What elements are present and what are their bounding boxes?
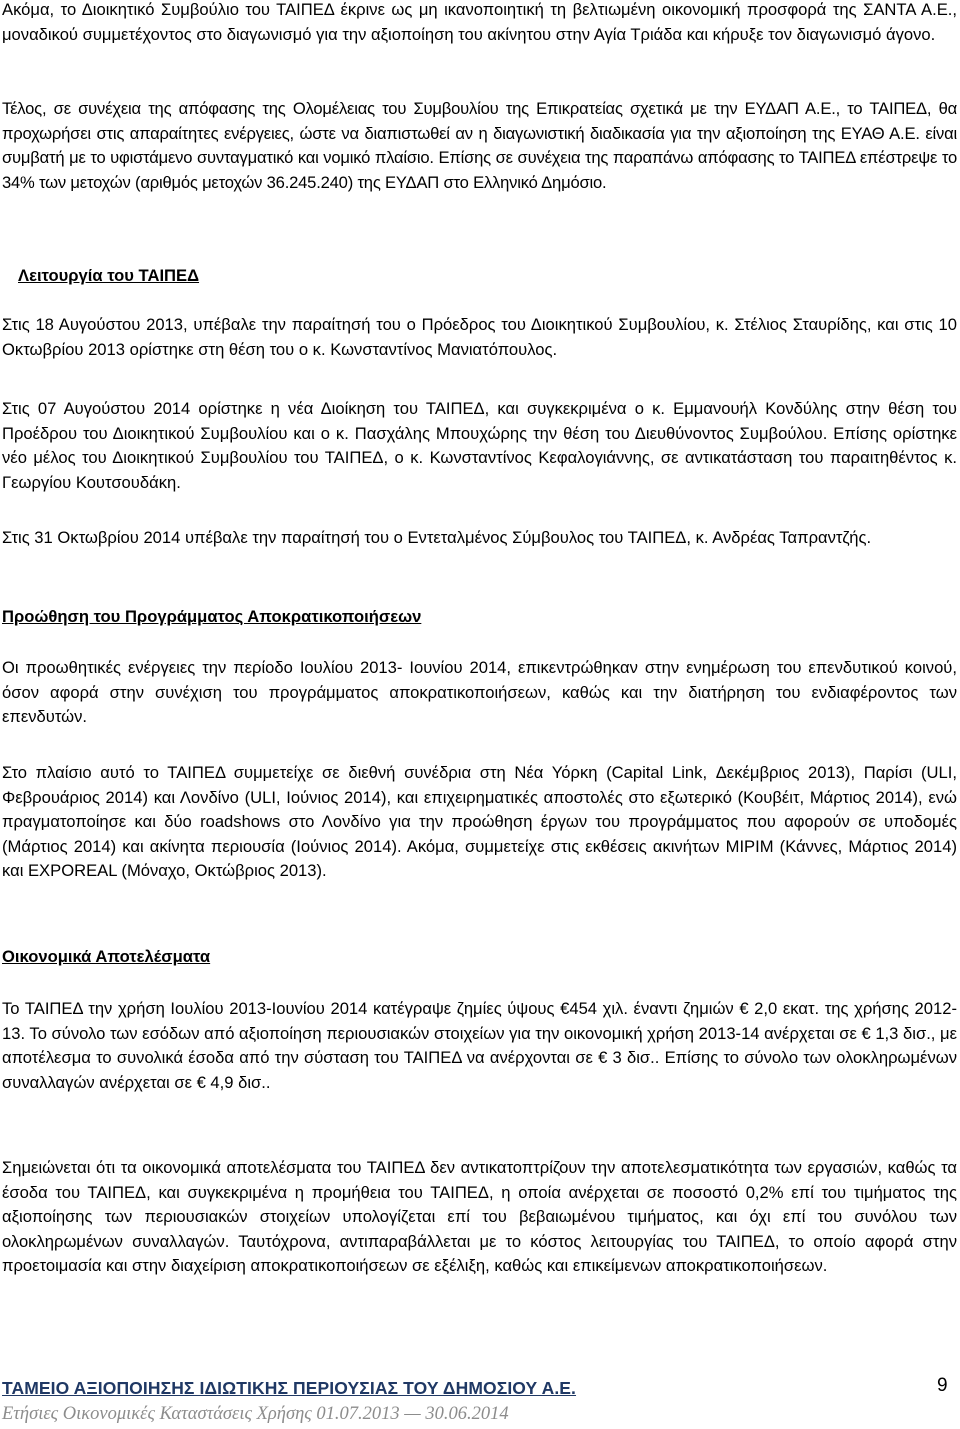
paragraph-resignation-2013: Στις 18 Αυγούστου 2013, υπέβαλε την παραίτησή του ο Πρόεδρος του Διοικητικού Συμβουλίου, κ. Στέλιος Σταυρίδης, και στις 10 Οκτωβρίου 2013 ορίστηκε στη θέση του ο κ. Κωνσταντίνος Μανιατόπουλος.	[2, 315, 957, 359]
paragraph-resignation-2014: Στις 31 Οκτωβρίου 2014 υπέβαλε την παραίτησή του ο Εντεταλμένος Σύμβουλος του ΤΑΙΠΕΔ, κ. Ανδρέας Ταπραντζής.	[2, 528, 872, 547]
heading-results: Οικονομικά Αποτελέσματα	[2, 947, 211, 966]
paragraph-financial-results: Το ΤΑΙΠΕΔ την χρήση Ιουλίου 2013-Ιουνίου 2014 κατέγραψε ζημίες ύψους €454 χιλ. έναντι ζημιών € 2,0 εκατ. της χρήσης 2012-13. Το σύνολο των εσόδων από αξιοποίηση περιουσιακών στοιχείων για την οικονομική χρήση 2013-14 ανέρχεται σε € 1,3 δισ., με αποτέλεσμα το συνολικά έσοδα από την σύσταση του ΤΑΙΠΕΔ να ανέρχονται σε € 3 δισ.. Επίσης το σύνολο των ολοκληρωμένων συναλλαγών ανέρχεται σε € 4,9 δισ..	[2, 999, 957, 1092]
page-number: 9	[937, 1375, 948, 1396]
footer-subtitle: Ετήσιες Οικονομικές Καταστάσεις Χρήσης 01.07.2013 — 30.06.2014	[2, 1404, 509, 1424]
paragraph-promotion-actions: Οι προωθητικές ενέργειες την περίοδο Ιουλίου 2013- Ιουνίου 2014, επικεντρώθηκαν στην ενημέρωση του επενδυτικού κοινού, όσον αφορά στην συνέχιση του προγράμματος αποκρατικοποιήσεων, καθώς και την διατήρηση του ενδιαφέροντος των επενδυτών.	[2, 658, 957, 726]
paragraph-santa-tender: Ακόμα, το Διοικητικό Συμβούλιο του ΤΑΙΠΕΔ έκρινε ως μη ικανοποιητική τη βελτιωμένη οικονομική προσφορά της ΣΑΝΤΑ Α.Ε., μοναδικού συμμετέχοντος στο διαγωνισμό για την αξιοποίηση του ακίνητου στην Αγία Τριάδα και κήρυξε τον διαγωνισμό άγονο.	[2, 0, 957, 44]
paragraph-results-note: Σημειώνεται ότι τα οικονομικά αποτελέσματα του ΤΑΙΠΕΔ δεν αντικατοπτρίζουν την αποτελεσματικότητα των εργασιών, καθώς τα έσοδα του ΤΑΙΠΕΔ, και συγκεκριμένα η προμήθεια του ΤΑΙΠΕΔ, η οποία ανέρχεται σε ποσοστό 0,2% επί του τιμήματος της αξιοποίησης των περιουσιακών στοιχείων υπολογίζεται επί του βεβαιωμένου τιμήματος, και όχι επί του συνόλου των ολοκληρωμένων συναλλαγών. Ταυτόχρονα, αντιπαραβάλλεται με το κόστος λειτουργίας του ΤΑΙΠΕΔ, το οποίο αφορά στην προετοιμασία και στην διαχείριση αποκρατικοποιήσεων σε εξέλιξη, καθώς και επικείμενων αποκρατικοποιήσεων.	[2, 1158, 957, 1275]
paragraph-eydap: Τέλος, σε συνέχεια της απόφασης της Ολομέλειας του Συμβουλίου της Επικρατείας σχετικά με την ΕΥΔΑΠ Α.Ε., το ΤΑΙΠΕΔ, θα προχωρήσει στις απαραίτητες ενέργειες, ώστε να διαπιστωθεί αν η διαγωνιστική διαδικασία για την αξιοποίηση της ΕΥΑΘ Α.Ε. είναι συμβατή με το υφιστάμενο συνταγματικό και νομικό πλαίσιο. Επίσης σε συνέχεια της παραπάνω απόφασης το ΤΑΙΠΕΔ επέστρεψε το 34% των μετοχών (αριθμός μετοχών 36.245.240) της ΕΥΔΑΠ στο Ελληνικό Δημόσιο.	[2, 99, 957, 192]
heading-promotion: Προώθηση του Προγράμματος Αποκρατικοποιήσεων	[2, 607, 422, 626]
paragraph-conferences: Στο πλαίσιο αυτό το ΤΑΙΠΕΔ συμμετείχε σε διεθνή συνέδρια στη Νέα Υόρκη (Capital Link, Δεκέμβριος 2013), Παρίσι (ULI, Φεβρουάριος 2014) και Λονδίνο (ULI, Ιούνιος 2014), και επιχειρηματικές αποστολές στο εξωτερικό (Κουβέιτ, Μάρτιος 2014), ενώ πραγματοποίησε και δύο roadshows στο Λονδίνο για την προώθηση έργων του προγράμματος που αφορούν σε υποδομές (Μάρτιος 2014) και ακίνητα περιουσία (Ιούνιος 2014). Ακόμα, συμμετείχε στις εκθέσεις ακινήτων MIPIM (Κάννες, Μάρτιος 2014) και EXPOREAL (Μόναχο, Οκτώβριος 2013).	[2, 763, 957, 880]
paragraph-new-management: Στις 07 Αυγούστου 2014 ορίστηκε η νέα Διοίκηση του ΤΑΙΠΕΔ, και συγκεκριμένα ο κ. Εμμανουήλ Κονδύλης στην θέση του Προέδρου του Διοικητικού Συμβουλίου και ο κ. Πασχάλης Μπουχώρης την θέση του Διευθύνοντος Συμβούλου. Επίσης ορίστηκε νέο μέλος του Διοικητικού Συμβουλίου του ΤΑΙΠΕΔ, ο κ. Κωνσταντίνος Κεφαλογιάννης, σε αντικατάσταση του παραιτηθέντος κ. Γεωργίου Κουτσουδάκη.	[2, 399, 957, 492]
heading-operation: Λειτουργία του ΤΑΙΠΕΔ	[18, 266, 200, 285]
footer-organization: ΤΑΜΕΙΟ ΑΞΙΟΠΟΙΗΣΗΣ ΙΔΙΩΤΙΚΗΣ ΠΕΡΙΟΥΣΙΑΣ ΤΟΥ ΔΗΜΟΣΙΟΥ Α.Ε.	[2, 1378, 577, 1398]
